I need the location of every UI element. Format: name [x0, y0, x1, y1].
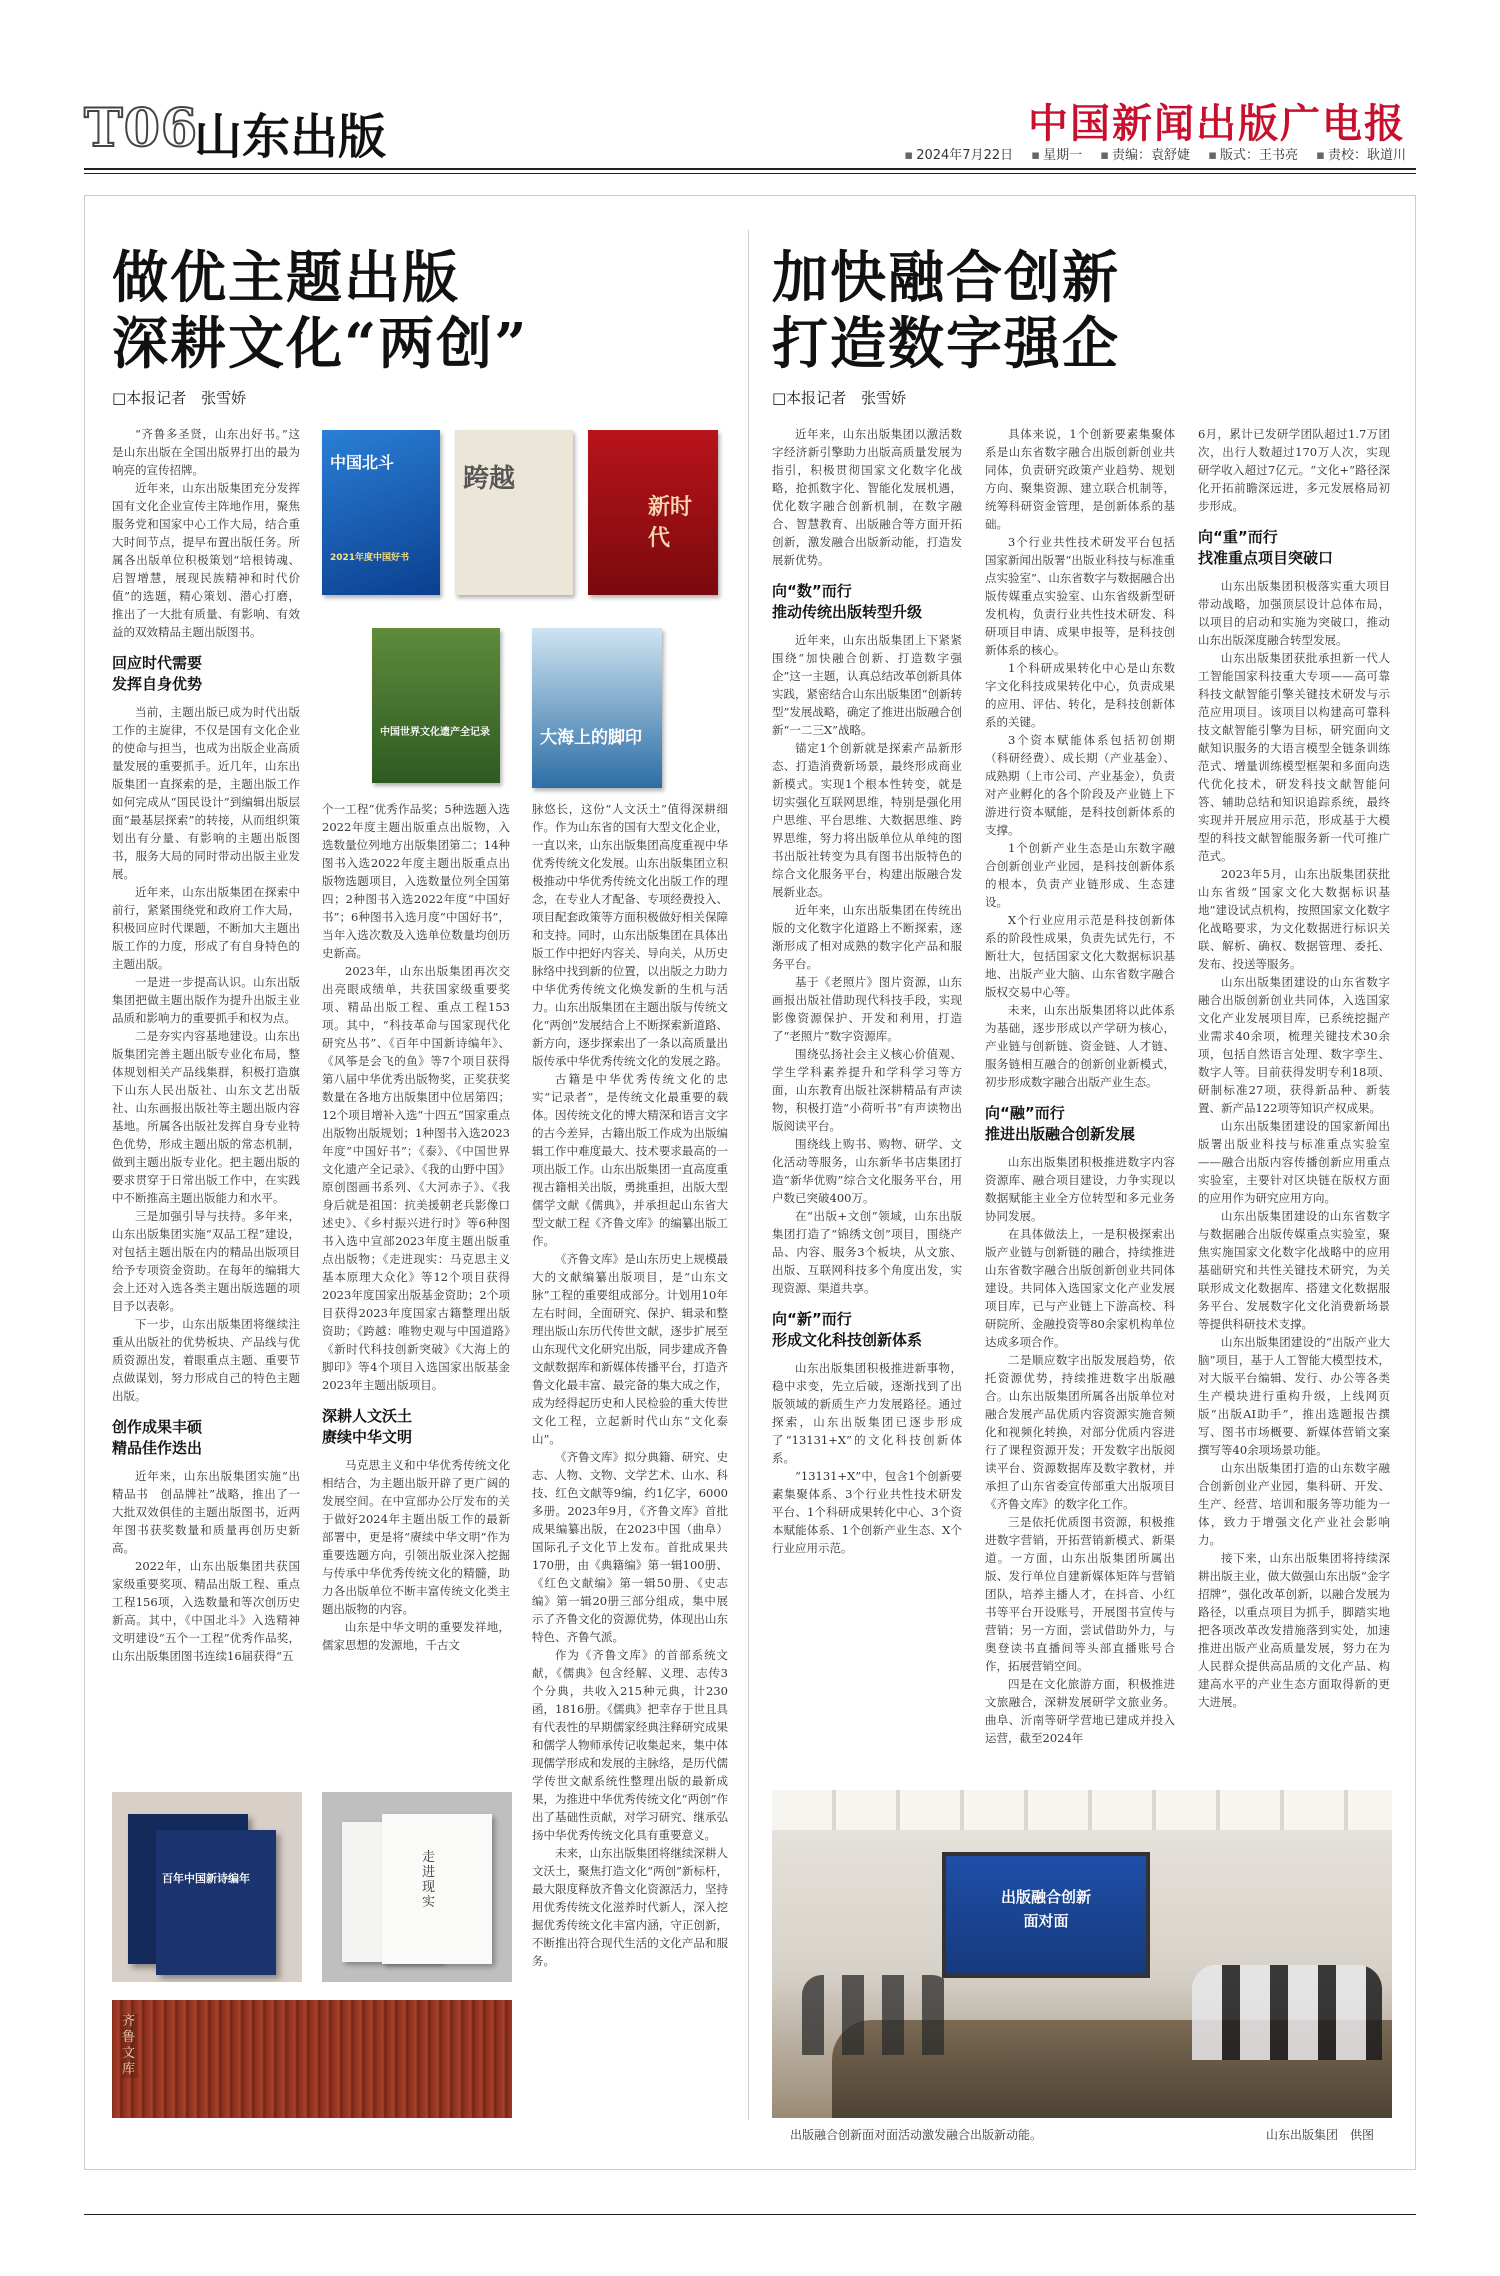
newspaper-logo: 中国新闻出版广电报	[1028, 100, 1406, 147]
subheading: 向“新”而行 形成文化科技创新体系	[772, 1310, 923, 1349]
right-byline: □本报记者 张雪娇	[772, 389, 907, 407]
book-subtitle: 2021年度中国好书	[330, 553, 410, 563]
book-cover-kuayue	[455, 430, 573, 595]
subheading: 向“融”而行 推进出版融合创新发展	[985, 1104, 1136, 1143]
issue-weekday: ▪ 星期一	[1031, 148, 1082, 163]
subheading: 回应时代需要 发挥自身优势	[112, 654, 203, 693]
paragraph: “齐鲁多圣贤，山东出好书。”这是山东出版在全国出版界打出的最为响亮的宣传招牌。	[112, 427, 300, 477]
paragraph: 山东出版集团积极推进新事物，稳中求变，先立后破，逐渐找到了出版领域的新质生产力发展路径。通过探索，山东出版集团已逐步形成了“13131+X”的文化科技创新体系。	[772, 1361, 962, 1465]
paragraph: 下一步，山东出版集团将继续注重从出版社的优势板块、产品线与优质资源出发，着眼重点主题、重要节点做谋划，努力形成自己的特色主题出版。	[112, 1317, 300, 1403]
photo-qilu-wenku	[112, 2000, 512, 2118]
meeting-photo	[772, 1790, 1392, 2118]
paragraph: 山东出版集团建设的“出版产业大脑”项目，基于人工智能大模型技术，对大版平台编辑、发行、办公等各类生产模块进行重构升级，上线网页版“出版AI助手”，推出选题报告撰写、图书市场概要、新媒体营销文案撰写等40余项场景功能。	[1198, 1335, 1390, 1457]
paragraph: 二是夯实内容基地建设。山东出版集团完善主题出版专业化布局，整体规划相关产品线集群，积极打造旗下山东人民出版社、山东文艺出版社、山东画报出版社等主题出版内容基地。所属各出版社发挥自身专业特色优势，形成主题出版的常态机制，做到主题出版专业化。把主题出版的要求贯穿于日常出版工作中，在实践中不断推高主题出版能力和水平。	[112, 1029, 300, 1205]
left-headline-line2: 深耕文化“两创”	[112, 311, 529, 377]
right-col-2	[985, 425, 1175, 1775]
screen-title: 出版融合创新	[1000, 1888, 1091, 1906]
screen-subtitle: 面对面	[1023, 1912, 1069, 1930]
paragraph: 2022年，山东出版集团共获国家级重要奖项、精品出版工程、重点工程156项，入选数量和等次创历史新高。其中，《中国北斗》入选精神文明建设“五个一工程”优秀作品奖，山东出版集团图书连续16届获得“五	[112, 1559, 300, 1663]
left-headline	[112, 245, 528, 377]
subheading: 向“重”而行 找准重点项目突破口	[1198, 528, 1334, 567]
masthead-rule-thin	[84, 173, 1416, 174]
paragraph: 基于《老照片》图片资源，山东画报出版社借助现代科技手段，实现影像资源保护、开发和利用，打造了“老照片”数字资源库。	[772, 975, 962, 1043]
photo-caption: 出版融合创新面对面活动激发融合出版新动能。	[790, 2128, 1043, 2142]
column-divider	[748, 230, 749, 2120]
paragraph: 马克思主义和中华优秀传统文化相结合，为主题出版开辟了更广阔的发展空间。在中宣部办公厅发布的关于做好2024年主题出版工作的最新部署中，更是将“赓续中华文明”作为重要选题方向，引领出版业深入挖掘与传承中华优秀传统文化的精髓，助力各出版单位不断丰富传统文化类主题出版物的内容。	[322, 1458, 510, 1616]
subheading: 向“数”而行 推动传统出版转型升级	[772, 582, 923, 621]
section-title: 山东出版	[194, 109, 387, 165]
paragraph: 近年来，山东出版集团在探索中前行，紧紧围绕党和政府工作大局，积极回应时代课题，不断加大主题出版工作的力度，形成了有自身特色的主题出版。	[112, 885, 300, 971]
book-title: 跨越	[463, 464, 516, 494]
book-title: 齐鲁文库	[122, 2014, 138, 2078]
editor: ▪ 责编：袁舒婕	[1100, 148, 1190, 163]
left-col-2	[322, 800, 510, 1940]
book-title: 大海上的脚印	[540, 728, 642, 748]
paragraph: 1个科研成果转化中心是山东数字文化科技成果转化中心，负责成果的应用、评估、转化，是科技创新体系的关键。	[985, 661, 1175, 729]
paragraph: 《齐鲁文库》是山东历史上规模最大的文献编纂出版项目，是“山东文脉”工程的重要组成部分。计划用10年左右时间，全面研究、保护、辑录和整理出版山东历代传世文献，逐步扩展至山东现代文化研究出版，同步建成齐鲁文献数据库和新媒体传播平台，打造齐鲁文化最丰富、最完备的集大成之作，成为经得起历史和人民检验的重大传世文化工程，立起新时代山东“文化泰山”。	[532, 1252, 728, 1446]
paragraph: 四是在文化旅游方面，积极推进文旅融合，深耕发展研学文旅业务。曲阜、沂南等研学营地已建成并投入运营，截至2024年	[985, 1677, 1175, 1745]
book-cover-xinshidai	[588, 430, 718, 595]
book-title: 中国北斗	[330, 453, 395, 472]
paragraph: 近年来，山东出版集团实施“出精品书 创品牌社”战略，推出了一大批双效俱佳的主题出版图书，近两年图书获奖数量和质量再创历史新高。	[112, 1469, 300, 1555]
paragraph: 2023年，山东出版集团再次交出亮眼成绩单，共获国家级重要奖项、精品出版工程、重点工程153项。其中，“科技革命与国家现代化研究丛书”、《百年中国新诗编年》、《风筝是会飞的鱼》等7个项目获得第八届中华优秀出版物奖，正奖获奖数量在各地方出版集团中位居第四；12个项目增补入选“十四五”国家重点出版物出版规划；1种图书入选2023年度“中国好书”；《泰》、《中国世界文化遗产全记录》、《我的山野中国》原创图画书系列、《大河赤子》、《我身后就是祖国：抗美援朝老兵影像口述史》、《乡村振兴进行时》等6种图书入选中宣部2023年度主题出版重点出版物；《走进现实：马克思主义基本原理大众化》等12个项目获得2023年度国家出版基金资助；2个项目获得2023年度国家古籍整理出版资助；《跨越：唯物史观与中国道路》《新时代科技创新突破》《大海上的脚印》等4个项目入选国家出版基金2023年主题出版项目。	[322, 964, 510, 1392]
attendees-left	[802, 1975, 952, 2055]
paragraph: 《齐鲁文库》拟分典籍、研究、史志、人物、文物、文学艺术、山水、科技、红色文献等9编，约1亿字，6000多册。2023年9月，《齐鲁文库》首批成果编纂出版，在2023中国（曲阜）国际孔子文化节上发布。首批成果共170册，由《典籍编》第一辑100册、《红色文献编》第一辑50册、《史志编》第一辑20册三部分组成，集中展示了齐鲁文化的资源优势，体现出山东特色、齐鲁气派。	[532, 1450, 728, 1644]
paragraph: 在具体做法上，一是积极探索出版产业链与创新链的融合，持续推进山东省数字融合出版创新创业共同体建设。共同体入选国家文化产业发展项目库，已与产业链上下游高校、科研院所、金融投资等80余家机构单位达成多项合作。	[985, 1227, 1175, 1349]
paragraph: 作为《齐鲁文库》的首部系统文献，《儒典》包含经解、义理、志传3个分典，共收入215种元典，计230函，1816册。《儒典》把幸存于世且具有代表性的早期儒家经典注释研究成果和儒学人物师承传记收集起来，集中体现儒学形成和发展的主脉络，是历代儒学传世文献系统性整理出版的最新成果，为推进中华优秀传统文化“两创”作出了基础性贡献，对学习研究、继承弘扬中华优秀传统文化具有重要意义。	[532, 1648, 728, 1842]
photo-bainian-xinshi	[112, 1792, 302, 1982]
right-col-1	[772, 425, 962, 1775]
paragraph: 山东出版集团建设的山东省数字与数据融合出版传媒重点实验室，聚焦实施国家文化数字化战略中的应用基础研究和共性关键技术研究，为关联形成文化数据库、搭建文化数据服务平台、发展数字化文化消费新场景等提供科研技术支撑。	[1198, 1209, 1390, 1331]
paragraph: 山东出版集团获批承担新一代人工智能国家科技重大专项——高可靠科技文献智能引擎关键技术研发与示范应用项目。该项目以构建高可靠科技文献智能引擎为目标，研究面向文献知识服务的大语言模型全链条训练范式、增量训练模型框架和多面向迭代优化技术，研发科技文献智能问答、辅助总结和知识追踪系统，最终实现并开展应用示范，形成基于大模型的科技文献智能服务新一代可推广范式。	[1198, 651, 1390, 863]
paragraph: 近年来，山东出版集团上下紧紧围绕“加快融合创新、打造数字强企”这一主题，认真总结改革创新具体实践，紧密结合山东出版集团“创新转型”发展战略，确定了推进出版融合创新“一二三X”战略。	[772, 633, 962, 737]
paragraph: 三是加强引导与扶持。多年来，山东出版集团实施“双品工程”建设，对包括主题出版在内的精品出版项目给予专项资金资助。在每年的编辑大会上还对入选各类主题出版选题的项目予以表彰。	[112, 1209, 300, 1313]
proofreader: ▪ 责校：耿道川	[1316, 148, 1406, 163]
book-title: 新时代	[648, 495, 693, 551]
paragraph: 一是进一步提高认识。山东出版集团把做主题出版作为提升出版主业品质和影响力的重要抓手和权为点。	[112, 975, 300, 1025]
paragraph: 1个创新产业生态是山东数字融合创新创业产业园，是科技创新体系的根本，负责产业链形成、生态建设。	[985, 841, 1175, 909]
paragraph: 在“出版+文创”领域，山东出版集团打造了“锦绣文创”项目，围绕产品、内容、服务3个板块，从文旅、出版、互联网科技多个角度出发，实现资源、渠道共享。	[772, 1209, 962, 1295]
paragraph: 2023年5月，山东出版集团获批山东省级“国家文化大数据标识基地”建设试点机构，按照国家文化数字化战略要求，为文化数据进行标识关联、解析、确权、数据管理、委托、发布、投送等服务。	[1198, 867, 1390, 971]
paragraph: 古籍是中华优秀传统文化的忠实“记录者”，是传统文化最重要的载体。因传统文化的博大精深和语言文字的古今差异，古籍出版工作成为出版编辑工作中难度最大、技术要求最高的一项出版工作。山东出版集团一直高度重视古籍相关出版，勇挑重担，出版大型儒学文献《儒典》，并承担起山东省大型文献工程《齐鲁文库》的编纂出版工作。	[532, 1072, 728, 1248]
right-headline	[772, 245, 1120, 377]
masthead	[84, 92, 1416, 165]
footer-rule	[84, 2214, 1416, 2215]
paragraph: 围绕弘扬社会主义核心价值观、学生学科素养提升和学科学习等方面，山东教育出版社深耕精品有声读物，积极打造“小荷听书”有声读物出版阅读平台。	[772, 1047, 962, 1133]
paragraph: “13131+X”中，包含1个创新要素集聚体系、3个行业共性技术研发平台、1个科研成果转化中心、3个资本赋能体系、1个创新产业生态、X个行业应用示范。	[772, 1469, 962, 1555]
book-cover-zhongguo-beidou	[322, 430, 440, 595]
paragraph: 脉悠长，这份“人文沃土”值得深耕细作。作为山东省的国有大型文化企业，一直以来，山东出版集团高度重视中华优秀传统文化发展。山东出版集团立积极推动中华优秀传统文化出版工作的理念，在专业人才配备、专项经费投入、项目配套政策等方面积极做好相关保障和支持。同时，山东出版集团在具体出版工作中把好内容关、导向关，从历史脉络中找到新的位置，以出版之力助力中华优秀传统文化焕发新的生机与活力。山东出版集团在主题出版与传统文化“两创”发展结合上不断探索新道路、新方向，逐步探索出了一条以高质量出版传承中华优秀传统文化的发展之路。	[532, 802, 728, 1068]
paragraph: 近年来，山东出版集团充分发挥国有文化企业宣传主阵地作用，聚焦服务党和国家中心工作大局，结合重大时间节点，提早布置出版任务。所属各出版单位积极策划“培根铸魂、启智增慧，展现民族精神和时代价值”的选题，精心策划、潜心打磨，推出了一大批有质量、有影响、有效益的双效精品主题出版图书。	[112, 481, 300, 639]
book-cover-world-heritage	[372, 628, 500, 783]
right-headline-line1: 加快融合创新	[772, 245, 1120, 311]
paragraph: 近年来，山东出版集团以激活数字经济新引擎助力出版高质量发展为指引，积极贯彻国家文化数字化战略，抢抓数字化、智能化发展机遇，优化数字融合创新机制，在数字融合、智慧教育、出版融合等方面开拓创新，激发融合出版新动能，打造发展新优势。	[772, 427, 962, 567]
paragraph: 山东是中华文明的重要发祥地，儒家思想的发源地，千古文	[322, 1620, 510, 1652]
paragraph: 山东出版集团打造的山东数字融合创新创业产业园，集科研、开发、生产、经营、培训和服务等功能为一体，致力于增强文化产业社会影响力。	[1198, 1461, 1390, 1547]
page-number: T06	[84, 98, 199, 159]
photo-credit: 山东出版集团 供图	[1266, 2128, 1375, 2142]
paragraph: 未来，山东出版集团将继续深耕人文沃土，聚焦打造文化“两创”新标杆，最大限度释放齐鲁文化资源活力，坚持用优秀传统文化滋养时代新人，深入挖掘优秀传统文化丰富内涵，守正创新，不断推出符合现代生活的文化产品和服务。	[532, 1846, 728, 1968]
paragraph: 具体来说，1个创新要素集聚体系是山东省数字融合出版创新创业共同体，负责研究政策产业趋势、规划方向、聚集资源、建立联合机制等，统筹科研资金管理，是创新体系的基础。	[985, 427, 1175, 531]
paragraph: 山东出版集团积极推进数字内容资源库、融合项目建设，力争实现以数据赋能主业全方位转型和多元业务协同发展。	[985, 1155, 1175, 1223]
book-cover-dahai-jiaoyin	[532, 628, 662, 788]
right-headline-line2: 打造数字强企	[772, 311, 1120, 377]
paragraph: X个行业应用示范是科技创新体系的阶段性成果，负责先试先行，不断壮大，包括国家文化大数据标识基地、出版产业大脑、山东省数字融合版权交易中心等。	[985, 913, 1175, 999]
subheading: 创作成果丰硕 精品佳作迭出	[112, 1418, 203, 1457]
layout-editor: ▪ 版式：王书亮	[1208, 148, 1298, 163]
paragraph: 围绕线上购书、购物、研学、文化活动等服务，山东新华书店集团打造“新华优购”综合文化服务平台，用户数已突破400万。	[772, 1137, 962, 1205]
subheading: 深耕人文沃土 赓续中华文明	[322, 1407, 413, 1446]
masthead-rule	[84, 168, 1416, 170]
paragraph: 近年来，山东出版集团在传统出版的文化数字化道路上不断探索，逐渐形成了相对成熟的数字化产品和服务平台。	[772, 903, 962, 971]
paragraph: 当前，主题出版已成为时代出版工作的主旋律，不仅是国有文化企业的使命与担当，也成为出版企业高质量发展的重要抓手。近几年，山东出版集团一直探索的是，主题出版工作如何完成从“国民设计”到编辑出版层面“最基层探索”的转接，从而组织策划出有分量、有影响的主题出版图书，服务大局的同时带动出版主业发展。	[112, 705, 300, 881]
paragraph: 山东出版集团积极落实重大项目带动战略，加强顶层设计总体布局，以项目的启动和实施为突破口，推动山东出版深度融合转型发展。	[1198, 579, 1390, 647]
paragraph: 三是依托优质图书资源，积极推进数字营销，开拓营销新模式、新渠道。一方面，山东出版集团所属出版、发行单位自建新媒体矩阵与营销团队，培养主播人才，在抖音、小红书等平台开设账号，开展图书宣传与营销；另一方面，尝试借助外力，与奥登读书直播间等头部直播账号合作，拓展营销空间。	[985, 1515, 1175, 1673]
paragraph: 未来，山东出版集团将以此体系为基础，逐步形成以产学研为核心，产业链与创新链、资金链、人才链、服务链相互融合的创新创业新模式，初步形成数字融合出版产业生态。	[985, 1003, 1175, 1089]
right-col-3	[1198, 425, 1390, 1775]
book-title: 中国世界文化遗产全记录	[380, 727, 490, 738]
issue-meta	[890, 144, 1406, 163]
paragraph: 3个行业共性技术研发平台包括国家新闻出版署“出版业科技与标准重点实验室”、山东省数字与数据融合出版传媒重点实验室、山东省级新型研发机构，负责行业共性技术研发、科研项目申请、成果申报等，是科技创新体系的核心。	[985, 535, 1175, 657]
book-title: 百年中国新诗编年	[162, 1872, 250, 1885]
issue-date: ▪ 2024年7月22日	[904, 148, 1013, 163]
photo-zoujin-xianshi	[322, 1792, 512, 1982]
presentation-screen	[942, 1852, 1150, 1978]
paragraph: 6月，累计已发研学团队超过1.7万团次，出行人数超过170万人次，实现研学收入超过7亿元。“文化+”路径深化开拓前瞻深远进，多元发展格局初步形成。	[1198, 427, 1390, 513]
attendees-right	[1192, 1965, 1382, 2060]
book-title: 走进现实	[422, 1850, 436, 1910]
paragraph: 锚定1个创新就是探索产品新形态、打造消费新场景，最终形成商业新模式。实现1个根本性转变，就是切实强化互联网思维，特别是强化用户思维、平台思维、大数据思维、跨界思维，努力将出版单位从单纯的图书出版社转变为具有图书出版特色的综合文化服务平台，构建出版融合发展新业态。	[772, 741, 962, 899]
left-col-3	[532, 800, 728, 2140]
paragraph: 二是顺应数字出版发展趋势，依托资源优势，持续推进数字出版融合。山东出版集团所属各出版单位对融合发展产品优质内容资源实施音频化和视频化转换，对部分优质内容进行了课程资源开发；开发数字出版阅读平台、资源数据库及数字教材，并承担了山东省委宣传部重大出版项目《齐鲁文库》的数字化工作。	[985, 1353, 1175, 1511]
left-headline-line1: 做优主题出版	[112, 245, 460, 311]
paragraph: 3个资本赋能体系包括初创期（科研经费）、成长期（产业基金）、成熟期（上市公司、产业基金），负责对产业孵化的各个阶段及产业链上下游进行资本赋能，是科技创新体系的支撑。	[985, 733, 1175, 837]
paragraph: 接下来，山东出版集团将持续深耕出版主业，做大做强山东出版“金字招牌”，强化改革创新，以融合发展为路径，以重点项目为抓手，脚踏实地把各项改革改发措施落到实处，加速推进出版产业高质量发展，努力在为人民群众提供高品质的文化产品、构建高水平的产业生态方面取得新的更大进展。	[1198, 1551, 1390, 1709]
left-col-1	[112, 425, 300, 1940]
book-front	[382, 1814, 492, 1964]
paragraph: 山东出版集团建设的国家新闻出版署出版业科技与标准重点实验室——融合出版内容传播创新应用重点实验室，主要针对区块链在版权方面的应用作为研究应用方向。	[1198, 1119, 1390, 1205]
ceiling-lights	[772, 1790, 1392, 1830]
paragraph: 山东出版集团建设的山东省数字融合出版创新创业共同体，入选国家文化产业发展项目库，已系统挖掘产业需求40余项，梳理关键技术30余项，包括自然语言处理、数字孪生、数字人等。目前获得发明专利18项、研制标准27项，获得新品种、新装置、新产品122项等知识产权成果。	[1198, 975, 1390, 1115]
book-front	[156, 1830, 276, 1975]
left-byline: □本报记者 张雪娇	[112, 389, 247, 407]
paragraph: 个一工程”优秀作品奖；5种选题入选2022年度主题出版重点出版物，入选数量位列地方出版集团第二；14种图书入选2022年度主题出版重点出版物选题项目，入选数量位列全国第四；2种图书入选2022年度“中国好书”；6种图书入选月度“中国好书”，当年入选次数及入选单位数量均创历史新高。	[322, 802, 510, 960]
